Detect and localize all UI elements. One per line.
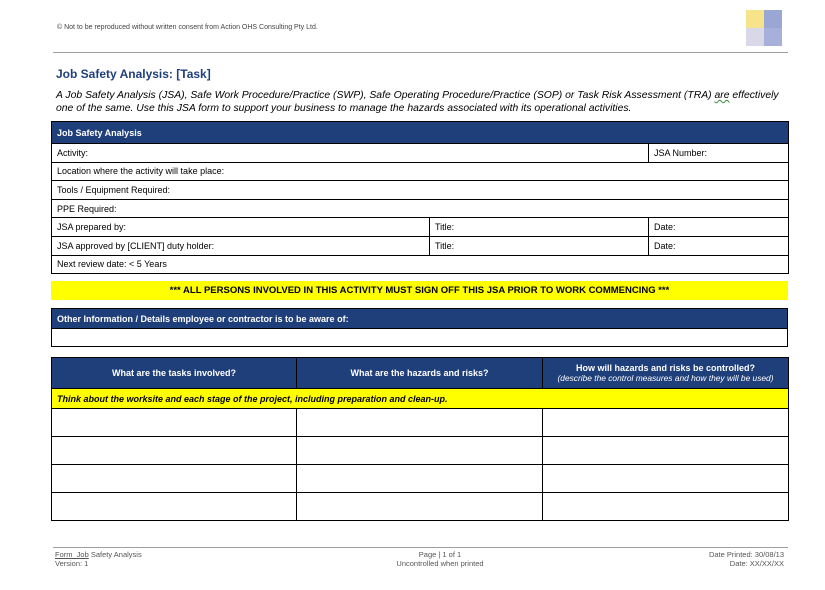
ppe-field[interactable]: PPE Required:	[52, 199, 789, 218]
footer-right	[600, 550, 784, 568]
approved-by-field[interactable]: JSA approved by [CLIENT] duty holder:	[52, 236, 430, 255]
logo-square-bottom-right	[764, 28, 782, 46]
control-cell[interactable]	[543, 493, 789, 521]
other-info-heading: Other Information / Details employee or contractor is to be aware of:	[52, 309, 788, 329]
footer-date: Date: XX/XX/XX	[729, 559, 784, 568]
logo-square-top-right	[764, 10, 782, 28]
control-cell[interactable]	[543, 465, 789, 493]
controls-header-title: How will hazards and risks be controlled?	[575, 363, 756, 373]
footer-form-underlined: Job	[76, 550, 89, 559]
jsa-number-field[interactable]: JSA Number:	[649, 144, 789, 163]
logo-square-top-left	[746, 10, 764, 28]
footer-divider	[53, 547, 788, 548]
jsa-details-table	[51, 121, 789, 274]
intro-text-end: effectively one of the same. Use this JSA form to support your business to manage the hazards associated with its operational activities.	[56, 90, 779, 114]
prepared-title-field[interactable]: Title:	[430, 218, 649, 237]
intro-text-start: A Job Safety Analysis (JSA), Safe Work Procedure/Practice (SWP), Safe Operating Procedure/Practice (SOP) or Task Risk Assessment (TRA)	[56, 90, 715, 101]
other-info-field[interactable]	[52, 329, 788, 347]
hazards-column-header: What are the hazards and risks?	[297, 358, 543, 389]
task-cell[interactable]	[52, 409, 297, 437]
copyright-notice: © Not to be reproduced without written consent from Action OHS Consulting Pty Ltd.	[57, 24, 318, 31]
sign-off-banner: *** ALL PERSONS INVOLVED IN THIS ACTIVITY MUST SIGN OFF THIS JSA PRIOR TO WORK COMMENCING ***	[51, 281, 788, 300]
footer-center	[340, 550, 540, 568]
approved-date-field[interactable]: Date:	[649, 236, 789, 255]
table-row	[52, 409, 789, 437]
task-cell[interactable]	[52, 493, 297, 521]
activity-field[interactable]: Activity:	[52, 144, 649, 163]
control-cell[interactable]	[543, 437, 789, 465]
footer-uncontrolled: Uncontrolled when printed	[396, 559, 484, 568]
controls-column-header	[543, 358, 789, 389]
worksite-hint: Think about the worksite and each stage of the project, including preparation and clean-up.	[52, 389, 789, 409]
table-row	[52, 493, 789, 521]
task-analysis-table	[51, 357, 789, 521]
control-cell[interactable]	[543, 409, 789, 437]
company-logo	[746, 10, 782, 46]
tools-field[interactable]: Tools / Equipment Required:	[52, 181, 789, 200]
jsa-table-heading: Job Safety Analysis	[52, 122, 789, 144]
tasks-column-header: What are the tasks involved?	[52, 358, 297, 389]
approved-title-field[interactable]: Title:	[430, 236, 649, 255]
footer-form-rest: Safety Analysis	[88, 550, 142, 559]
footer-date-printed: Date Printed: 30/08/13	[708, 550, 784, 559]
footer-form-prefix: Form_	[55, 550, 77, 559]
page-title: Job Safety Analysis: [Task]	[56, 67, 211, 81]
hazard-cell[interactable]	[297, 437, 543, 465]
controls-header-subtitle: (describe the control measures and how they will be used)	[557, 373, 774, 383]
other-info-table	[51, 308, 788, 347]
header-divider	[53, 52, 788, 53]
table-row	[52, 465, 789, 493]
hazard-cell[interactable]	[297, 409, 543, 437]
prepared-date-field[interactable]: Date:	[649, 218, 789, 237]
footer-page-number: Page | 1 of 1	[418, 550, 462, 559]
logo-square-bottom-left	[746, 28, 764, 46]
footer-version: Version: 1	[55, 559, 89, 568]
task-cell[interactable]	[52, 465, 297, 493]
hazard-cell[interactable]	[297, 493, 543, 521]
hazard-cell[interactable]	[297, 465, 543, 493]
review-date-field[interactable]: Next review date: < 5 Years	[52, 255, 789, 274]
intro-underlined-word: are	[714, 90, 730, 101]
table-row	[52, 437, 789, 465]
footer-left	[55, 550, 142, 568]
prepared-by-field[interactable]: JSA prepared by:	[52, 218, 430, 237]
intro-paragraph	[56, 89, 791, 115]
task-cell[interactable]	[52, 437, 297, 465]
location-field[interactable]: Location where the activity will take place:	[52, 162, 789, 181]
footer-form-name	[55, 550, 142, 559]
